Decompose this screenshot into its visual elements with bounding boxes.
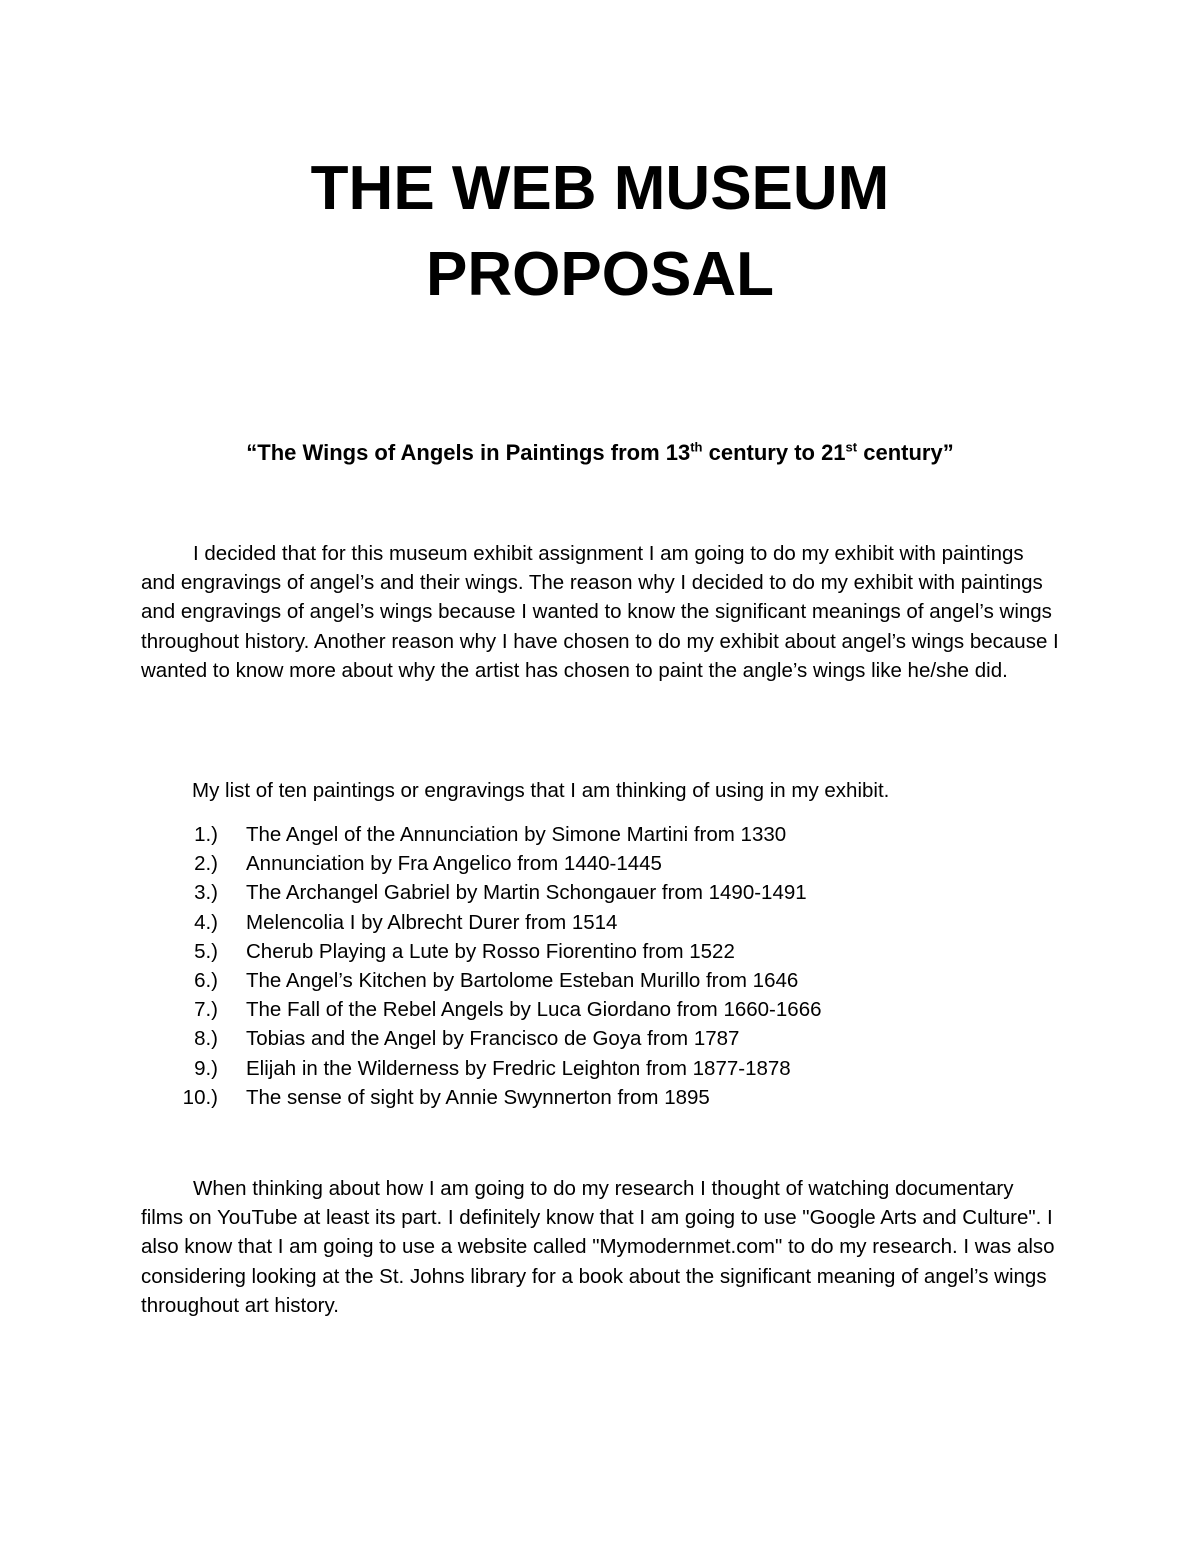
list-item-text: The sense of sight by Annie Swynnerton from 1895	[246, 1085, 710, 1109]
list-item-number: 10.)	[182, 1085, 218, 1109]
page-title	[0, 146, 1200, 318]
subtitle-part-close: century”	[857, 440, 954, 465]
list-item-text: Annunciation by Fra Angelico from 1440-1445	[246, 852, 662, 876]
list-item-text: The Fall of the Rebel Angels by Luca Giordano from 1660-1666	[246, 998, 822, 1022]
list-item-text: Cherub Playing a Lute by Rosso Fiorentino from 1522	[246, 939, 735, 963]
title-line-2: PROPOSAL	[426, 240, 774, 309]
subtitle-part-open: “The Wings of Angels in Paintings from 13	[246, 440, 691, 465]
subtitle-superscript-th: th	[690, 439, 703, 455]
list-intro: My list of ten paintings or engravings that I am thinking of using in my exhibit.	[192, 779, 890, 802]
subtitle-part-middle: century to 21	[702, 440, 846, 465]
list-item-text: The Archangel Gabriel by Martin Schongauer from 1490-1491	[246, 881, 807, 905]
exhibit-subtitle	[0, 435, 1200, 471]
list-item-number: 4.)	[194, 910, 218, 934]
research-paragraph: When thinking about how I am going to do my research I thought of watching documentary films on YouTube at least its part. I definitely know that I am going to use "Google Arts and Culture". I also know that I am going to use a website called "Mymodernmet.com" to do my research. I was also considering looking at the St. Johns library for a book about the significant meaning of angel’s wings throughout art history.	[141, 1177, 1055, 1317]
list-item-number: 7.)	[194, 998, 218, 1022]
list-item-text: The Angel’s Kitchen by Bartolome Esteban Murillo from 1646	[246, 968, 799, 992]
list-item-text: Melencolia I by Albrecht Durer from 1514	[246, 910, 618, 934]
list-item-number: 6.)	[194, 968, 218, 992]
list-item-text: Elijah in the Wilderness by Fredric Leighton from 1877-1878	[246, 1056, 791, 1080]
list-item-number: 1.)	[194, 823, 218, 846]
list-item-number: 5.)	[194, 939, 218, 963]
list-item-number: 2.)	[194, 852, 218, 876]
list-item-number: 9.)	[194, 1056, 218, 1080]
list-item-text: Tobias and the Angel by Francisco de Goya from 1787	[246, 1027, 740, 1051]
subtitle-superscript-st: st	[845, 439, 858, 455]
list-item-number: 3.)	[194, 881, 218, 905]
list-item-number: 8.)	[194, 1027, 218, 1051]
intro-paragraph: I decided that for this museum exhibit assignment I am going to do my exhibit with paintings and engravings of angel’s and their wings. The reason why I decided to do my exhibit with paintings and engravings of angel’s wings because I wanted to know the significant meanings of angel’s wings throughout history. Another reason why I have chosen to do my exhibit about angel’s wings because I wanted to know more about why the artist has chosen to paint the angle’s wings like he/she did.	[141, 542, 1059, 682]
list-item-text: The Angel of the Annunciation by Simone Martini from 1330	[246, 823, 787, 846]
title-line-1: THE WEB MUSEUM	[310, 154, 890, 223]
